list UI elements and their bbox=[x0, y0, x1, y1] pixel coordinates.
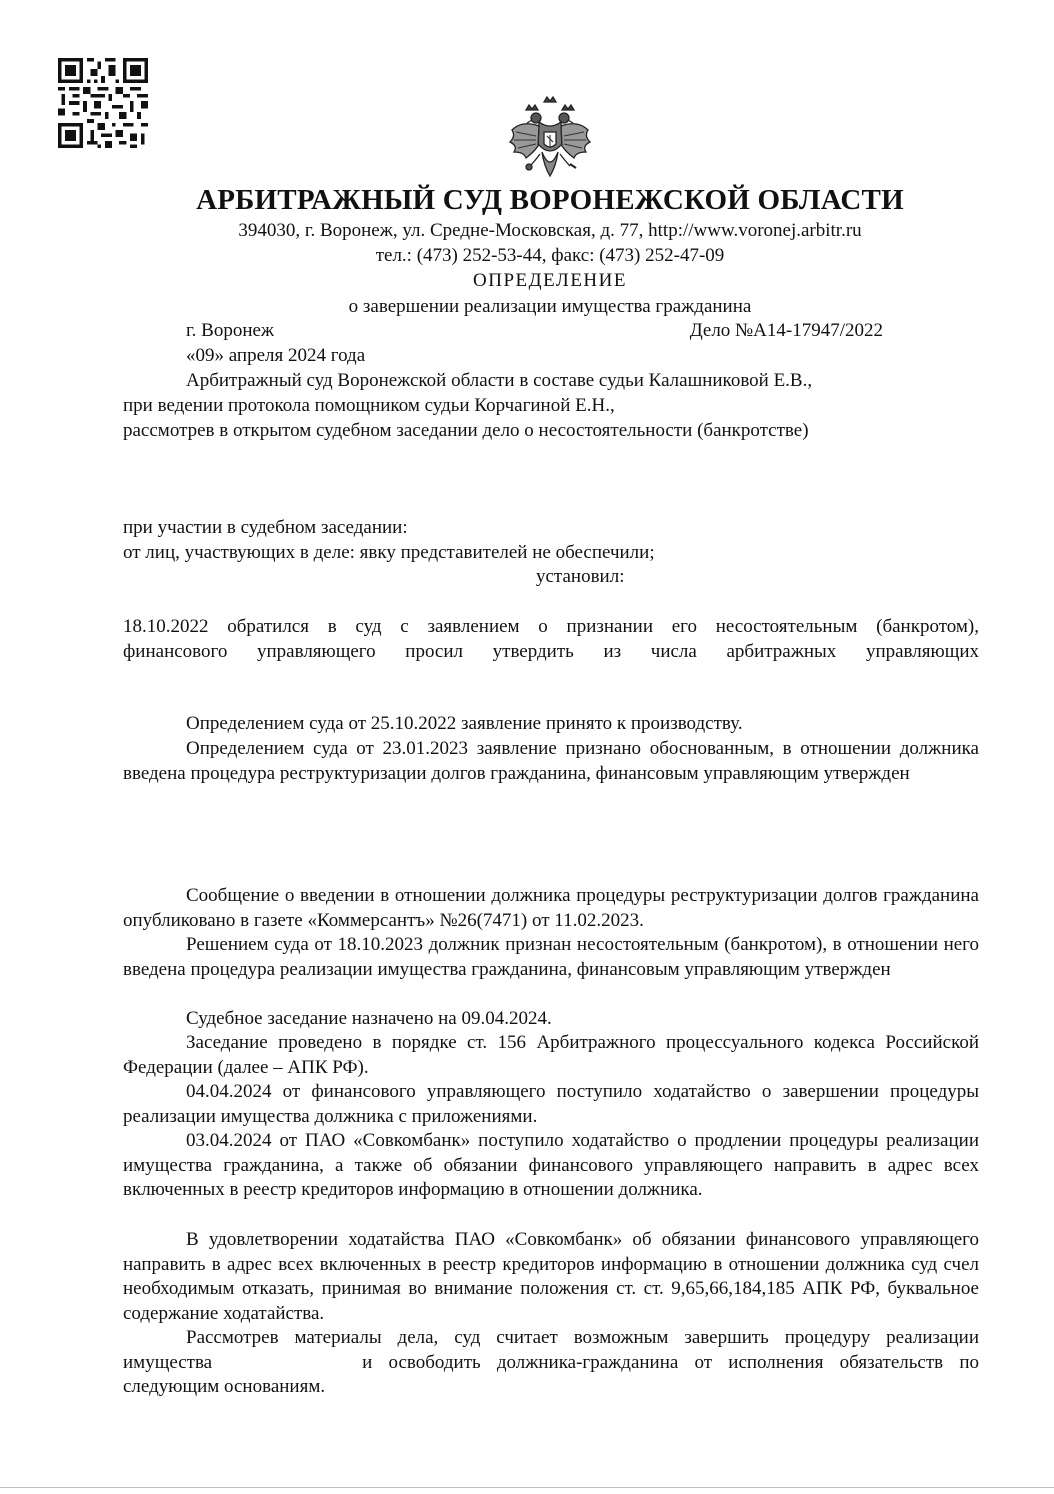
page-bottom-border bbox=[0, 1487, 1054, 1488]
qr-code bbox=[58, 58, 148, 148]
court-name: АРБИТРАЖНЫЙ СУД ВОРОНЕЖСКОЙ ОБЛАСТИ bbox=[196, 184, 904, 216]
established-heading: установил: bbox=[536, 566, 625, 587]
intro-case-line: рассмотрев в открытом судебном заседании дело о несостоятельности (банкротстве) bbox=[123, 420, 809, 441]
coat-of-arms-emblem bbox=[506, 96, 594, 186]
case-number: Дело №А14-17947/2022 bbox=[689, 320, 883, 341]
city: г. Воронеж bbox=[186, 320, 275, 341]
paragraph-11-part-2: и освободить должника-гражданина от исполнения обязательств по следующим основаниям. bbox=[123, 1351, 979, 1397]
paragraph-8: 04.04.2024 от финансового управляющего поступило ходатайство о завершении процедуры реализации имущества должника с приложениями. bbox=[123, 1081, 979, 1127]
paragraph-6: Судебное заседание назначено на 09.04.2024. bbox=[186, 1008, 552, 1029]
participants-line-2: от лиц, участвующих в деле: явку представителей не обеспечили; bbox=[123, 542, 655, 563]
paragraph-1-line-1: 18.10.2022 обратился в суд с заявлением о признании его несостоятельным (банкротом), bbox=[123, 616, 979, 637]
document-type: ОПРЕДЕЛЕНИЕ bbox=[473, 270, 627, 291]
paragraph-3: Определением суда от 23.01.2023 заявление признано обоснованным, в отношении должника введена процедура реструктуризации долгов гражданина, финансовым управляющим утвержден bbox=[123, 738, 979, 784]
participants-line-1: при участии в судебном заседании: bbox=[123, 517, 408, 538]
paragraph-9: 03.04.2024 от ПАО «Совкомбанк» поступило ходатайство о продлении процедуры реализации имущества гражданина, а также об обязании финансового управляющего направить в адрес всех включенных в реестр кредиторов информацию в отношении должника. bbox=[123, 1130, 979, 1200]
paragraph-7: Заседание проведено в порядке ст. 156 Арбитражного процессуального кодекса Российской Федерации (далее – АПК РФ). bbox=[123, 1032, 979, 1078]
decision-date: «09» апреля 2024 года bbox=[186, 345, 366, 366]
intro-secretary-line: при ведении протокола помощником судьи Корчагиной Е.Н., bbox=[123, 395, 615, 416]
court-phones: тел.: (473) 252-53-44, факс: (473) 252-47-09 bbox=[375, 245, 725, 266]
paragraph-4: Сообщение о введении в отношении должника процедуры реструктуризации долгов гражданина опубликовано в газете «Коммерсантъ» №26(7471) от 11.02.2023. bbox=[123, 885, 979, 931]
court-address: 394030, г. Воронеж, ул. Средне-Московская, д. 77, http://www.voronej.arbitr.ru bbox=[238, 220, 862, 241]
document-subject: о завершении реализации имущества гражданина bbox=[348, 296, 752, 317]
paragraph-1-line-2: финансового управляющего просил утвердить из числа арбитражных управляющих bbox=[123, 641, 979, 662]
paragraph-2: Определением суда от 25.10.2022 заявление принято к производству. bbox=[186, 713, 743, 734]
intro-court-line: Арбитражный суд Воронежской области в составе судьи Калашниковой Е.В., bbox=[186, 370, 813, 391]
paragraph-11-part-1: Рассмотрев материалы дела, суд считает возможным завершить процедуру реализации имущества bbox=[123, 1327, 979, 1373]
paragraph-5: Решением суда от 18.10.2023 должник признан несостоятельным (банкротом), в отношении него введена процедура реализации имущества гражданина, финансовым управляющим утвержден bbox=[123, 934, 979, 980]
paragraph-11 bbox=[123, 1326, 979, 1400]
paragraph-10: В удовлетворении ходатайства ПАО «Совкомбанк» об обязании финансового управляющего направить в адрес всех включенных в реестр кредиторов информацию в отношении должника суд счел необходимым отказать, принимая во внимание положения ст. ст. 9,65,66,184,185 АПК РФ, буквальное содержание ходатайства. bbox=[123, 1229, 979, 1324]
